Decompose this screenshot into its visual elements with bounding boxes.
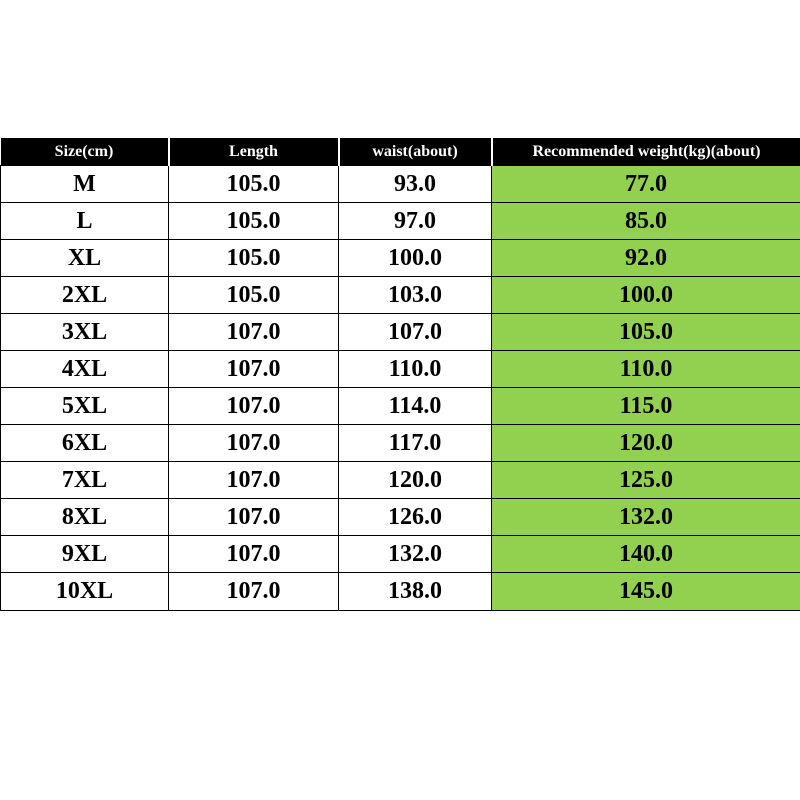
size-cell: 8XL [1,499,169,536]
weight-cell: 110.0 [492,351,800,388]
length-cell: 105.0 [169,166,339,203]
waist-cell: 132.0 [339,536,492,573]
length-cell: 107.0 [169,388,339,425]
table-row [1,203,800,240]
size-cell: L [1,203,169,240]
length-cell: 105.0 [169,203,339,240]
size-cell: 7XL [1,462,169,499]
weight-cell: 100.0 [492,277,800,314]
size-cell: 3XL [1,314,169,351]
waist-cell: 138.0 [339,573,492,611]
header-size: Size(cm) [1,138,169,166]
length-cell: 105.0 [169,277,339,314]
table-row [1,573,800,611]
table-row [1,166,800,203]
weight-cell: 105.0 [492,314,800,351]
size-cell: 10XL [1,573,169,611]
table-row [1,536,800,573]
waist-cell: 100.0 [339,240,492,277]
waist-cell: 126.0 [339,499,492,536]
header-length: Length [169,138,339,166]
length-cell: 107.0 [169,499,339,536]
size-chart-table [0,138,800,611]
table-row [1,425,800,462]
length-cell: 107.0 [169,351,339,388]
length-cell: 107.0 [169,573,339,611]
size-cell: 4XL [1,351,169,388]
waist-cell: 117.0 [339,425,492,462]
table-row [1,388,800,425]
header-waist: waist(about) [339,138,492,166]
table-row [1,314,800,351]
length-cell: 107.0 [169,462,339,499]
weight-cell: 120.0 [492,425,800,462]
length-cell: 107.0 [169,425,339,462]
weight-cell: 92.0 [492,240,800,277]
size-cell: M [1,166,169,203]
weight-cell: 115.0 [492,388,800,425]
waist-cell: 107.0 [339,314,492,351]
weight-cell: 132.0 [492,499,800,536]
weight-cell: 77.0 [492,166,800,203]
weight-cell: 140.0 [492,536,800,573]
waist-cell: 114.0 [339,388,492,425]
header-recommended-weight: Recommended weight(kg)(about) [492,138,800,166]
table-row [1,240,800,277]
header-row [1,138,800,166]
table-row [1,499,800,536]
length-cell: 107.0 [169,536,339,573]
weight-cell: 125.0 [492,462,800,499]
waist-cell: 103.0 [339,277,492,314]
table-row [1,462,800,499]
size-cell: XL [1,240,169,277]
size-cell: 5XL [1,388,169,425]
size-cell: 2XL [1,277,169,314]
weight-cell: 85.0 [492,203,800,240]
table-row [1,351,800,388]
table-row [1,277,800,314]
waist-cell: 110.0 [339,351,492,388]
length-cell: 105.0 [169,240,339,277]
waist-cell: 120.0 [339,462,492,499]
waist-cell: 93.0 [339,166,492,203]
size-cell: 6XL [1,425,169,462]
waist-cell: 97.0 [339,203,492,240]
weight-cell: 145.0 [492,573,800,611]
length-cell: 107.0 [169,314,339,351]
size-cell: 9XL [1,536,169,573]
